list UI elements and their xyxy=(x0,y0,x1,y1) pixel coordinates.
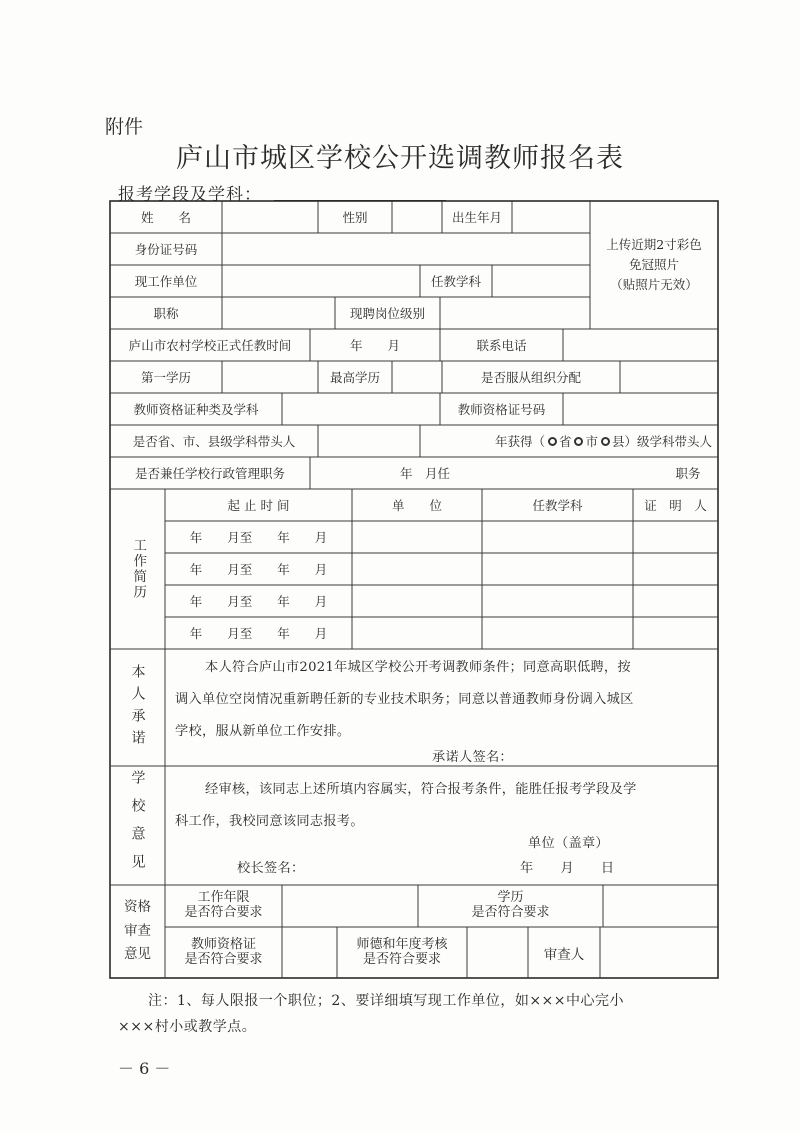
cert-type-label: 教师资格证种类及学科 xyxy=(133,402,259,417)
review-ethics-label xyxy=(337,927,467,978)
id-number-field[interactable] xyxy=(222,233,590,265)
wh-row-period[interactable]: 年 月至 年 月 xyxy=(189,530,328,545)
wh-header-unit: 单 位 xyxy=(391,498,442,513)
note-line2: ×××村小或教学点。 xyxy=(118,1019,257,1035)
review-years-line1: 工作年限 xyxy=(197,890,250,906)
title-rank-label: 职称 xyxy=(153,306,179,321)
commitment-line3: 学校，服从新单位工作安排。 xyxy=(175,724,351,739)
city-radio-icon[interactable] xyxy=(574,437,583,446)
first-edu-label: 第一学历 xyxy=(140,370,191,385)
wh-header-subject: 任教学科 xyxy=(532,498,583,513)
review-edu-field[interactable] xyxy=(603,885,718,927)
page-number: － 6 － xyxy=(118,1059,171,1078)
id-number-label: 身份证号码 xyxy=(134,242,198,257)
photo-box[interactable] xyxy=(590,230,718,300)
work-history-label: 工作简历 xyxy=(130,538,147,600)
review-cert-label xyxy=(165,927,282,978)
phone-label: 联系电话 xyxy=(476,338,527,353)
opinion-line2: 科工作，我校同意该同志报考。 xyxy=(175,814,364,829)
birth-label: 出生年月 xyxy=(451,210,502,225)
review-edu-label xyxy=(418,885,603,927)
commitment-label: 本人承诺 xyxy=(129,663,146,752)
name-field[interactable] xyxy=(222,201,318,233)
cert-type-field[interactable] xyxy=(282,393,440,425)
teaching-subject-label: 任教学科 xyxy=(430,274,481,289)
commitment-section-label xyxy=(110,649,165,766)
birth-field[interactable] xyxy=(512,201,590,233)
review-cert-line1: 教师资格证 xyxy=(190,936,256,952)
principal-signature[interactable]: 校长签名： xyxy=(237,861,305,876)
review-label: 资格审查意见 xyxy=(124,899,151,963)
highest-edu-label: 最高学历 xyxy=(329,370,380,385)
admin-post-text: 职务 xyxy=(675,466,701,481)
county-radio-icon[interactable] xyxy=(601,437,610,446)
name-label: 姓 名 xyxy=(140,210,191,225)
photo-note-line3: （贴照片无效） xyxy=(610,277,698,292)
commitment-signature[interactable]: 承诺人签名： xyxy=(432,750,513,765)
obey-field[interactable] xyxy=(620,361,718,393)
obey-label: 是否服从组织分配 xyxy=(480,370,581,385)
leader-field[interactable] xyxy=(318,425,420,457)
review-ethics-line2: 是否符合要求 xyxy=(362,951,441,967)
title-rank-field[interactable] xyxy=(222,297,335,329)
review-edu-line2: 是否符合要求 xyxy=(471,905,550,920)
review-years-label xyxy=(165,885,282,927)
form-title: 庐山市城区学校公开选调教师报名表 xyxy=(176,143,624,174)
leader-level-text xyxy=(420,425,718,457)
admin-label: 是否兼任学校行政管理职务 xyxy=(134,466,285,481)
review-cert-field[interactable] xyxy=(282,927,337,978)
review-edu-line1: 学历 xyxy=(497,890,524,906)
rural-time-label: 庐山市农村学校正式任教时间 xyxy=(128,338,292,353)
wh-header-period: 起 止 时 间 xyxy=(227,498,290,513)
school-opinion-label: 学校意见 xyxy=(129,769,146,882)
leader-year-text: 年获得（ xyxy=(494,434,545,449)
opinion-date[interactable]: 年 月 日 xyxy=(520,861,615,876)
wh-header-witness: 证 明 人 xyxy=(644,498,707,513)
note-line1: 注：1、每人限报一个职位；2、要详细填写现工作单位，如×××中心完小 xyxy=(148,993,625,1009)
subject-label: 报考学段及学科： xyxy=(118,185,262,205)
current-unit-label: 现工作单位 xyxy=(134,274,198,289)
reviewer-field[interactable] xyxy=(600,927,718,978)
review-years-field[interactable] xyxy=(282,885,418,927)
wh-row-period[interactable]: 年 月至 年 月 xyxy=(189,594,328,609)
leader-province-text: 省 xyxy=(558,434,572,449)
unit-seal[interactable]: 单位（盖章） xyxy=(528,836,609,851)
teaching-subject-field[interactable] xyxy=(492,265,590,297)
rural-time-field[interactable]: 年 月 xyxy=(349,338,400,353)
work-history-section-label xyxy=(110,489,165,649)
photo-note-line2: 免冠照片 xyxy=(628,257,679,272)
review-ethics-line1: 师德和年度考核 xyxy=(356,936,448,952)
leader-city-text: 市 xyxy=(585,434,598,449)
commitment-line1: 本人符合庐山市2021年城区学校公开考调教师条件；同意高职低聘，按 xyxy=(205,660,631,675)
school-opinion-section-label xyxy=(110,766,165,885)
cert-no-label: 教师资格证号码 xyxy=(457,402,546,417)
highest-edu-field[interactable] xyxy=(392,361,442,393)
wh-row-period[interactable]: 年 月至 年 月 xyxy=(189,562,328,577)
province-radio-icon[interactable] xyxy=(548,437,557,446)
review-cert-line2: 是否符合要求 xyxy=(184,951,263,967)
admin-year-text[interactable]: 年 月任 xyxy=(399,466,450,481)
commitment-line2: 调入单位空岗情况重新聘任新的专业技术职务；同意以普通教师身份调入城区 xyxy=(175,692,634,707)
gender-label: 性别 xyxy=(342,210,368,225)
photo-note-line1: 上传近期2寸彩色 xyxy=(606,237,702,252)
cert-no-field[interactable] xyxy=(563,393,718,425)
review-ethics-field[interactable] xyxy=(467,927,528,978)
current-unit-field[interactable] xyxy=(222,265,420,297)
leader-county-text: 县）级学科带头人 xyxy=(611,434,712,449)
post-level-field[interactable] xyxy=(440,297,590,329)
opinion-line1: 经审核，该同志上述所填内容属实，符合报考条件，能胜任报考学段及学 xyxy=(205,782,637,797)
wh-row-period[interactable]: 年 月至 年 月 xyxy=(189,626,328,641)
first-edu-field[interactable] xyxy=(222,361,318,393)
reviewer-label: 审查人 xyxy=(543,946,585,963)
phone-field[interactable] xyxy=(563,329,718,361)
review-section-label xyxy=(110,885,165,978)
review-years-line2: 是否符合要求 xyxy=(184,905,263,920)
attachment-label: 附件 xyxy=(105,116,144,138)
gender-field[interactable] xyxy=(392,201,442,233)
leader-label: 是否省、市、县级学科带头人 xyxy=(132,434,296,449)
post-level-label: 现聘岗位级别 xyxy=(349,306,425,321)
